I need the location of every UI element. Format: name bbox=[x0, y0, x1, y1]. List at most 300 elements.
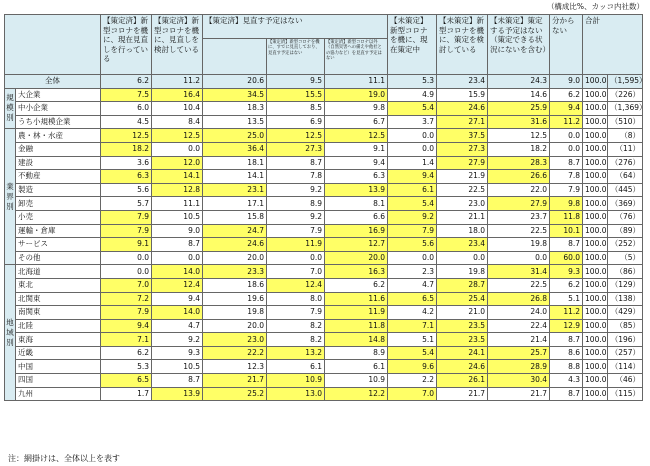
table-cell: 22.5 bbox=[488, 224, 550, 238]
table-cell: 13.9 bbox=[152, 387, 203, 401]
table-cell: 31.6 bbox=[488, 115, 550, 129]
table-cell: 16.9 bbox=[325, 224, 388, 238]
table-cell: 7.9 bbox=[267, 306, 325, 320]
table-cell: 100.0 bbox=[583, 278, 608, 292]
table-cell: 7.0 bbox=[101, 278, 152, 292]
table-cell: 7.1 bbox=[101, 333, 152, 347]
bcp-status-table bbox=[4, 14, 647, 401]
table-cell: （46） bbox=[608, 374, 643, 388]
table-cell: 100.0 bbox=[583, 333, 608, 347]
table-cell: 100.0 bbox=[583, 115, 608, 129]
table-cell: 10.4 bbox=[152, 102, 203, 116]
table-cell: 5.1 bbox=[550, 292, 583, 306]
table-cell: 6.3 bbox=[325, 170, 388, 184]
table-cell: 14.8 bbox=[325, 333, 388, 347]
group-label bbox=[5, 265, 16, 401]
table-cell: 24.3 bbox=[488, 75, 550, 89]
group-label-text: 地域別 bbox=[6, 317, 14, 347]
table-cell: 13.9 bbox=[325, 183, 388, 197]
table-cell: 6.2 bbox=[101, 346, 152, 360]
table-cell: （252） bbox=[608, 238, 643, 252]
table-row bbox=[5, 251, 643, 265]
table-cell: 9.0 bbox=[550, 75, 583, 89]
table-cell: 15.8 bbox=[203, 210, 267, 224]
table-cell: （1,595） bbox=[608, 75, 643, 89]
table-cell: 8.7 bbox=[550, 387, 583, 401]
table-cell: 9.4 bbox=[550, 102, 583, 116]
table-cell: 11.1 bbox=[325, 75, 388, 89]
table-cell: 27.9 bbox=[437, 156, 488, 170]
table-cell: 22.5 bbox=[488, 278, 550, 292]
table-cell: （89） bbox=[608, 224, 643, 238]
table-cell: 26.1 bbox=[437, 374, 488, 388]
table-row bbox=[5, 238, 643, 252]
table-cell: 12.5 bbox=[152, 129, 203, 143]
table-cell: 8.6 bbox=[550, 346, 583, 360]
table-cell: 5.6 bbox=[101, 183, 152, 197]
table-cell: 18.3 bbox=[203, 102, 267, 116]
unit-note: （構成比%、カッコ内社数） bbox=[546, 2, 644, 11]
table-cell: （226） bbox=[608, 88, 643, 102]
table-cell: 100.0 bbox=[583, 224, 608, 238]
table-cell: 6.0 bbox=[101, 102, 152, 116]
table-cell: 4.7 bbox=[388, 278, 437, 292]
table-cell: 0.0 bbox=[101, 265, 152, 279]
table-cell: 2.2 bbox=[388, 374, 437, 388]
table-cell: 5.7 bbox=[101, 197, 152, 211]
row-label: その他 bbox=[16, 251, 101, 265]
table-cell: 11.6 bbox=[325, 292, 388, 306]
table-cell: （510） bbox=[608, 115, 643, 129]
table-cell: 9.1 bbox=[325, 142, 388, 156]
table-cell: （64） bbox=[608, 170, 643, 184]
table-cell: 8.7 bbox=[267, 156, 325, 170]
header-no-revision: 【策定済】見直す予定はない bbox=[203, 15, 388, 39]
table-cell: 100.0 bbox=[583, 387, 608, 401]
table-cell: 100.0 bbox=[583, 374, 608, 388]
table-cell: 100.0 bbox=[583, 129, 608, 143]
table-cell: 6.2 bbox=[325, 278, 388, 292]
table-row bbox=[5, 183, 643, 197]
table-cell: 24.6 bbox=[203, 238, 267, 252]
table-cell: 24.6 bbox=[437, 102, 488, 116]
table-row bbox=[5, 292, 643, 306]
header-no-plan: 【未策定】策定する予定はない（策定できる状況にないを含む） bbox=[488, 15, 550, 75]
table-cell: 11.9 bbox=[325, 306, 388, 320]
table-cell: 0.0 bbox=[550, 142, 583, 156]
table-cell: 11.2 bbox=[550, 306, 583, 320]
row-label: 中国 bbox=[16, 360, 101, 374]
table-cell: 9.3 bbox=[550, 265, 583, 279]
table-cell: 9.6 bbox=[388, 360, 437, 374]
table-cell: 4.7 bbox=[152, 319, 203, 333]
table-cell: 7.8 bbox=[550, 170, 583, 184]
table-cell: 22.5 bbox=[437, 183, 488, 197]
table-cell: 7.9 bbox=[101, 210, 152, 224]
table-cell: 10.9 bbox=[325, 374, 388, 388]
table-cell: （429） bbox=[608, 306, 643, 320]
table-cell: 8.2 bbox=[267, 319, 325, 333]
table-cell: 23.0 bbox=[203, 333, 267, 347]
table-cell: 22.4 bbox=[488, 319, 550, 333]
table-cell: 8.5 bbox=[267, 102, 325, 116]
table-cell: 20.0 bbox=[203, 251, 267, 265]
table-row bbox=[5, 333, 643, 347]
table-row bbox=[5, 360, 643, 374]
table-cell: 30.4 bbox=[488, 374, 550, 388]
group-label-text: 業界別 bbox=[6, 181, 14, 211]
table-cell: 19.8 bbox=[488, 238, 550, 252]
row-label: 南関東 bbox=[16, 306, 101, 320]
table-cell: （369） bbox=[608, 197, 643, 211]
row-label: 卸売 bbox=[16, 197, 101, 211]
table-cell: 28.3 bbox=[488, 156, 550, 170]
table-cell: 6.7 bbox=[325, 115, 388, 129]
table-cell: 8.9 bbox=[267, 197, 325, 211]
table-cell: 0.0 bbox=[388, 129, 437, 143]
table-row bbox=[5, 156, 643, 170]
table-cell: 0.0 bbox=[388, 251, 437, 265]
table-cell: 100.0 bbox=[583, 210, 608, 224]
table-cell: 23.3 bbox=[203, 265, 267, 279]
table-cell: 20.0 bbox=[203, 319, 267, 333]
table-cell: 24.1 bbox=[437, 346, 488, 360]
table-cell: 24.7 bbox=[203, 224, 267, 238]
row-label: 小売 bbox=[16, 210, 101, 224]
table-cell: 24.6 bbox=[437, 360, 488, 374]
header-unknown: 分からない bbox=[550, 15, 583, 75]
table-cell: （86） bbox=[608, 265, 643, 279]
table-cell: 0.0 bbox=[488, 251, 550, 265]
table-cell: 4.2 bbox=[388, 306, 437, 320]
row-label: 北関東 bbox=[16, 292, 101, 306]
table-cell: 9.3 bbox=[152, 346, 203, 360]
table-cell: 22.2 bbox=[203, 346, 267, 360]
footnote: 注：網掛けは、全体以上を表す bbox=[8, 454, 120, 463]
table-cell: 28.9 bbox=[488, 360, 550, 374]
table-cell: 21.4 bbox=[488, 333, 550, 347]
table-cell: （85） bbox=[608, 319, 643, 333]
row-label: 建設 bbox=[16, 156, 101, 170]
row-label: 中小企業 bbox=[16, 102, 101, 116]
table-cell: 21.7 bbox=[203, 374, 267, 388]
table-cell: 9.4 bbox=[325, 156, 388, 170]
row-label: 東海 bbox=[16, 333, 101, 347]
table-cell: 31.4 bbox=[488, 265, 550, 279]
table-cell: 0.0 bbox=[267, 251, 325, 265]
table-cell: 21.9 bbox=[437, 170, 488, 184]
table-cell: 10.9 bbox=[267, 374, 325, 388]
table-row bbox=[5, 115, 643, 129]
table-cell: 10.5 bbox=[152, 210, 203, 224]
table-cell: 26.6 bbox=[488, 170, 550, 184]
table-cell: 22.0 bbox=[488, 183, 550, 197]
row-label: 金融 bbox=[16, 142, 101, 156]
table-cell: 8.7 bbox=[550, 333, 583, 347]
table-cell: 0.0 bbox=[388, 142, 437, 156]
table-cell: 100.0 bbox=[583, 197, 608, 211]
table-cell: 21.7 bbox=[488, 387, 550, 401]
table-cell: 6.1 bbox=[325, 360, 388, 374]
table-row bbox=[5, 278, 643, 292]
table-cell: 100.0 bbox=[583, 346, 608, 360]
table-cell: 19.8 bbox=[437, 265, 488, 279]
table-cell: 17.1 bbox=[203, 197, 267, 211]
table-cell: 4.9 bbox=[388, 88, 437, 102]
table-cell: （1,369） bbox=[608, 102, 643, 116]
table-cell: 60.0 bbox=[550, 251, 583, 265]
table-cell: 7.5 bbox=[101, 88, 152, 102]
table-cell: 27.1 bbox=[437, 115, 488, 129]
table-cell: 18.2 bbox=[488, 142, 550, 156]
table-cell: 25.2 bbox=[203, 387, 267, 401]
table-cell: 100.0 bbox=[583, 360, 608, 374]
table-cell: 7.9 bbox=[388, 224, 437, 238]
table-cell: 8.1 bbox=[325, 197, 388, 211]
table-cell: 6.2 bbox=[101, 75, 152, 89]
table-row bbox=[5, 346, 643, 360]
group-label-text: 規模別 bbox=[6, 93, 14, 123]
table-cell: 18.6 bbox=[203, 278, 267, 292]
header-corner bbox=[5, 15, 101, 75]
table-cell: 0.0 bbox=[101, 251, 152, 265]
table-row bbox=[5, 170, 643, 184]
table-cell: 6.1 bbox=[267, 360, 325, 374]
table-cell: 6.9 bbox=[267, 115, 325, 129]
table-cell: 7.9 bbox=[550, 183, 583, 197]
table-cell: 9.4 bbox=[388, 170, 437, 184]
table-row bbox=[5, 102, 643, 116]
row-label: 製造 bbox=[16, 183, 101, 197]
table-row bbox=[5, 88, 643, 102]
table-cell: 8.2 bbox=[267, 333, 325, 347]
table-cell: 0.0 bbox=[550, 129, 583, 143]
row-label: 九州 bbox=[16, 387, 101, 401]
table-cell: 6.1 bbox=[388, 183, 437, 197]
table-cell: 0.0 bbox=[152, 142, 203, 156]
table-cell: 9.8 bbox=[550, 197, 583, 211]
table-cell: 34.5 bbox=[203, 88, 267, 102]
table-cell: 100.0 bbox=[583, 170, 608, 184]
table-row bbox=[5, 210, 643, 224]
header-considering-revision: 【策定済】新型コロナを機に、見直しを検討している bbox=[152, 15, 203, 75]
table-cell: （114） bbox=[608, 360, 643, 374]
row-label: 不動産 bbox=[16, 170, 101, 184]
header-no-other-revision: 【策定済】新型コロナ以外（自然災害への備えや他社との協力など）を見直す予定はない bbox=[325, 39, 388, 75]
table-cell: 4.5 bbox=[101, 115, 152, 129]
row-label: うち小規模企業 bbox=[16, 115, 101, 129]
table-cell: 21.7 bbox=[437, 387, 488, 401]
row-label: 東北 bbox=[16, 278, 101, 292]
table-cell: 27.3 bbox=[437, 142, 488, 156]
table-cell: 13.5 bbox=[203, 115, 267, 129]
header-already-revised: 【策定済】新型コロナを機に、すでに見直しており、見直す予定はない bbox=[267, 39, 325, 75]
table-cell: 9.2 bbox=[152, 333, 203, 347]
table-cell: 12.2 bbox=[325, 387, 388, 401]
table-row bbox=[5, 374, 643, 388]
table-cell: 100.0 bbox=[583, 183, 608, 197]
table-cell: 16.4 bbox=[152, 88, 203, 102]
table-cell: 25.7 bbox=[488, 346, 550, 360]
table-cell: （276） bbox=[608, 156, 643, 170]
table-cell: 14.0 bbox=[152, 306, 203, 320]
table-cell: 10.5 bbox=[152, 360, 203, 374]
table-cell: 100.0 bbox=[583, 75, 608, 89]
table-cell: 100.0 bbox=[583, 292, 608, 306]
table-cell: 7.9 bbox=[101, 306, 152, 320]
table-cell: 100.0 bbox=[583, 265, 608, 279]
row-label: 北海道 bbox=[16, 265, 101, 279]
table-cell: （8） bbox=[608, 129, 643, 143]
table-cell: 12.5 bbox=[267, 129, 325, 143]
table-cell: 4.3 bbox=[550, 374, 583, 388]
table-cell: 12.8 bbox=[152, 183, 203, 197]
table-cell: 8.4 bbox=[152, 115, 203, 129]
table-cell: 12.5 bbox=[325, 129, 388, 143]
table-cell: 12.5 bbox=[488, 129, 550, 143]
table-row bbox=[5, 265, 643, 279]
table-cell: 7.2 bbox=[101, 292, 152, 306]
table-cell: 100.0 bbox=[583, 306, 608, 320]
table-cell: 19.8 bbox=[203, 306, 267, 320]
table-cell: 23.1 bbox=[203, 183, 267, 197]
table-row bbox=[5, 319, 643, 333]
table-cell: （11） bbox=[608, 142, 643, 156]
table-cell: 11.1 bbox=[152, 197, 203, 211]
header-considering-formulation: 【未策定】新型コロナを機に、策定を検討している bbox=[437, 15, 488, 75]
table-cell: 37.5 bbox=[437, 129, 488, 143]
group-label bbox=[5, 88, 16, 129]
table-cell: 1.4 bbox=[388, 156, 437, 170]
table-cell: 12.0 bbox=[152, 156, 203, 170]
header-total: 合計 bbox=[583, 15, 643, 75]
table-cell: 23.5 bbox=[437, 319, 488, 333]
table-cell: （257） bbox=[608, 346, 643, 360]
row-label: 近畿 bbox=[16, 346, 101, 360]
table-cell: 11.8 bbox=[325, 319, 388, 333]
table-cell: 18.2 bbox=[101, 142, 152, 156]
table-cell: 8.0 bbox=[267, 292, 325, 306]
table-cell: 8.7 bbox=[550, 238, 583, 252]
row-label: サービス bbox=[16, 238, 101, 252]
row-label: 四国 bbox=[16, 374, 101, 388]
table-cell: 27.9 bbox=[488, 197, 550, 211]
row-label: 運輸・倉庫 bbox=[16, 224, 101, 238]
table-cell: 9.2 bbox=[267, 210, 325, 224]
table-cell: 7.0 bbox=[388, 387, 437, 401]
table-cell: 2.3 bbox=[388, 265, 437, 279]
table-cell: 8.8 bbox=[550, 360, 583, 374]
table-cell: 23.7 bbox=[488, 210, 550, 224]
table-cell: 7.8 bbox=[267, 170, 325, 184]
header-no-revision-blank bbox=[203, 39, 267, 75]
table-cell: 18.0 bbox=[437, 224, 488, 238]
table-cell: （129） bbox=[608, 278, 643, 292]
table-cell: 0.0 bbox=[437, 251, 488, 265]
table-cell: 100.0 bbox=[583, 102, 608, 116]
table-cell: 26.8 bbox=[488, 292, 550, 306]
table-cell: 7.9 bbox=[101, 224, 152, 238]
table-cell: 14.1 bbox=[203, 170, 267, 184]
table-cell: 36.4 bbox=[203, 142, 267, 156]
row-label-total: 全体 bbox=[5, 75, 101, 89]
table-cell: （115） bbox=[608, 387, 643, 401]
table-cell: 9.2 bbox=[388, 210, 437, 224]
table-cell: 11.8 bbox=[550, 210, 583, 224]
table-cell: 28.7 bbox=[437, 278, 488, 292]
table-cell: 9.0 bbox=[152, 224, 203, 238]
table-cell: （445） bbox=[608, 183, 643, 197]
table-cell: 20.6 bbox=[203, 75, 267, 89]
table-cell: 19.6 bbox=[203, 292, 267, 306]
table-cell: 9.2 bbox=[267, 183, 325, 197]
table-cell: 11.2 bbox=[550, 115, 583, 129]
table-cell: 7.0 bbox=[267, 265, 325, 279]
table-cell: 5.1 bbox=[388, 333, 437, 347]
table-cell: 5.4 bbox=[388, 346, 437, 360]
table-cell: 6.2 bbox=[550, 278, 583, 292]
table-cell: 100.0 bbox=[583, 251, 608, 265]
table-cell: 23.5 bbox=[437, 333, 488, 347]
table-cell: 16.3 bbox=[325, 265, 388, 279]
table-cell: 12.4 bbox=[152, 278, 203, 292]
table-cell: 23.0 bbox=[437, 197, 488, 211]
table-cell: 6.3 bbox=[101, 170, 152, 184]
table-cell: 23.4 bbox=[437, 238, 488, 252]
table-cell: 100.0 bbox=[583, 142, 608, 156]
table-cell: 5.6 bbox=[388, 238, 437, 252]
table-row-total bbox=[5, 75, 643, 89]
table-cell: 24.0 bbox=[488, 306, 550, 320]
table-cell: 9.8 bbox=[325, 102, 388, 116]
table-cell: 8.7 bbox=[152, 238, 203, 252]
group-label bbox=[5, 129, 16, 265]
table-cell: 6.5 bbox=[388, 292, 437, 306]
table-cell: 21.0 bbox=[437, 306, 488, 320]
row-label: 大企業 bbox=[16, 88, 101, 102]
table-cell: 8.7 bbox=[550, 156, 583, 170]
table-cell: 7.9 bbox=[267, 224, 325, 238]
table-cell: 15.5 bbox=[267, 88, 325, 102]
table-cell: 14.1 bbox=[152, 170, 203, 184]
table-cell: 12.3 bbox=[203, 360, 267, 374]
table-cell: 11.2 bbox=[152, 75, 203, 89]
table-cell: （5） bbox=[608, 251, 643, 265]
table-cell: 21.1 bbox=[437, 210, 488, 224]
table-row bbox=[5, 387, 643, 401]
table-cell: 14.0 bbox=[152, 265, 203, 279]
table-cell: 6.6 bbox=[325, 210, 388, 224]
table-cell: （196） bbox=[608, 333, 643, 347]
table-cell: 9.5 bbox=[267, 75, 325, 89]
table-row bbox=[5, 224, 643, 238]
table-row bbox=[5, 142, 643, 156]
table-cell: 6.2 bbox=[550, 88, 583, 102]
table-cell: 5.3 bbox=[101, 360, 152, 374]
table-cell: 27.3 bbox=[267, 142, 325, 156]
table-cell: 23.4 bbox=[437, 75, 488, 89]
table-cell: 15.9 bbox=[437, 88, 488, 102]
table-cell: 100.0 bbox=[583, 156, 608, 170]
table-cell: 6.5 bbox=[101, 374, 152, 388]
table-cell: 9.4 bbox=[101, 319, 152, 333]
table-cell: 11.9 bbox=[267, 238, 325, 252]
row-label: 北陸 bbox=[16, 319, 101, 333]
table-cell: 100.0 bbox=[583, 88, 608, 102]
table-cell: 1.7 bbox=[101, 387, 152, 401]
table-cell: 25.0 bbox=[203, 129, 267, 143]
table-row bbox=[5, 197, 643, 211]
